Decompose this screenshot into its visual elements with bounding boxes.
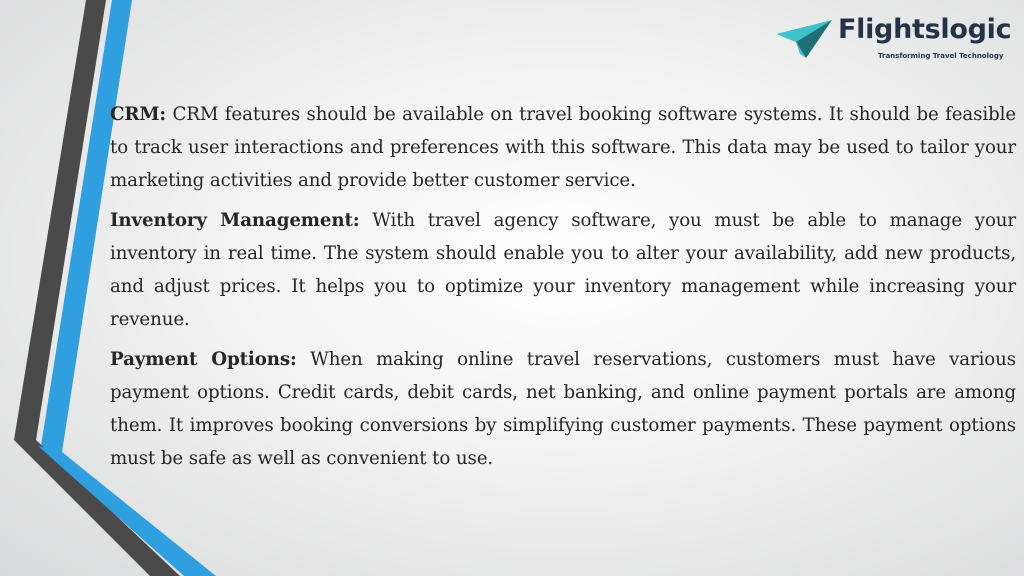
section-text: When making online travel reservations, customers must have various payment options. Credit cards, debit cards, net banking, and online payment portals are among them. It improves booking conversions by simplifying customer payments. These payment options must be safe as well as convenient to use. [110, 349, 1016, 469]
flightslogic-logo [776, 14, 1012, 66]
section-payment-options [110, 343, 1016, 475]
section-text: With travel agency software, you must be able to manage your inventory in real time. The system should enable you to alter your availability, add new products, and adjust prices. It helps you to optimize your inventory management while increasing your revenue. [110, 210, 1017, 330]
logo-name: Flightslogic [838, 14, 1012, 45]
section-text: CRM features should be available on travel booking software systems. It should be feasible to track user interactions and preferences with this software. This data may be used to tailor your marketing activities and provide better customer service. [110, 104, 1016, 191]
section-inventory-management [110, 204, 1016, 336]
section-crm [110, 98, 1016, 197]
slide-content [110, 98, 1016, 482]
logo-tagline: Transforming Travel Technology [878, 52, 1004, 60]
section-term: Payment Options: [110, 349, 297, 370]
section-term: CRM: [110, 104, 167, 125]
section-term: Inventory Management: [110, 210, 360, 231]
paper-plane-icon [776, 18, 834, 60]
